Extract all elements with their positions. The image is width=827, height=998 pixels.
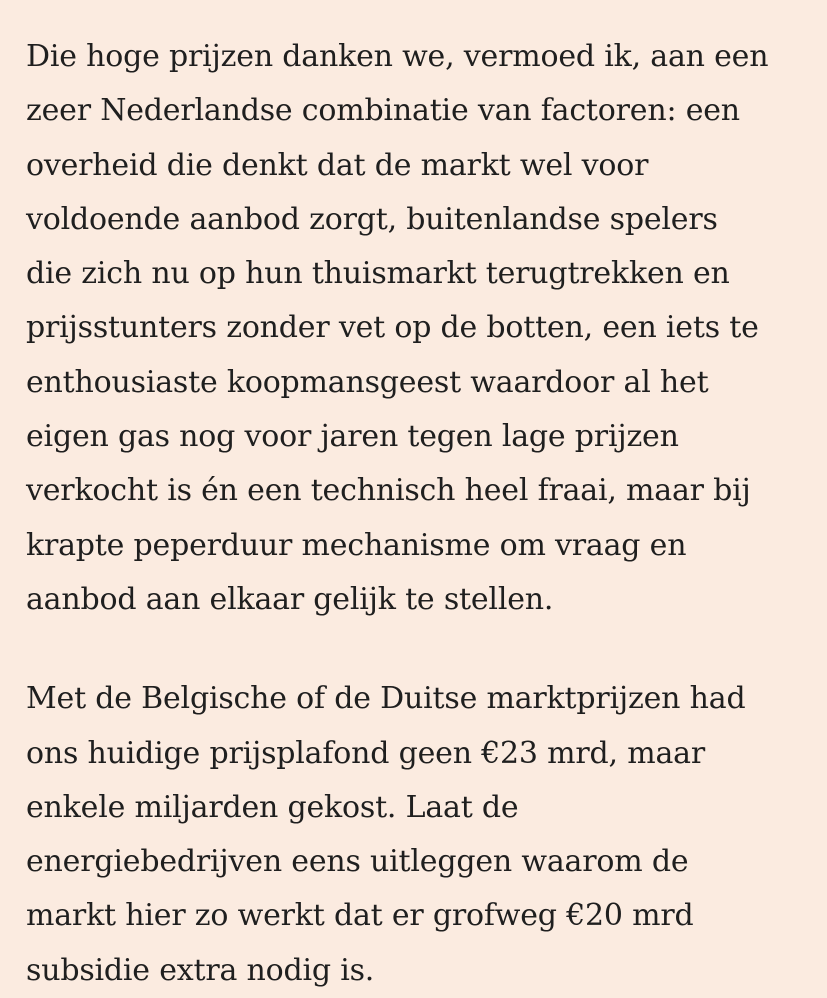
text-line: energiebedrijven eens uitleggen waarom de [26,844,689,880]
text-line: subsidie extra nodig is. [26,952,375,988]
text-line: krapte peperduur mechanisme om vraag en [26,527,687,563]
text-line: voldoende aanbod zorgt, buitenlandse spelers [26,201,718,237]
paragraph-2 [26,672,807,998]
text-line: verkocht is én een technisch heel fraai, maar bij [26,473,751,509]
text-line: zeer Nederlandse combinatie van factoren: een [26,93,740,129]
text-line: die zich nu op hun thuismarkt terugtrekken en [26,256,730,292]
text-line: Met de Belgische of de Duitse marktprijzen had [26,681,746,717]
text-line: overheid die denkt dat de markt wel voor [26,147,649,183]
paragraph-1 [26,30,807,627]
text-line: markt hier zo werkt dat er grofweg €20 mrd [26,898,694,934]
text-line: eigen gas nog voor jaren tegen lage prijzen [26,419,679,455]
paragraph-spacer [26,627,807,672]
text-line: ons huidige prijsplafond geen €23 mrd, maar [26,735,705,771]
text-line: enkele miljarden gekost. Laat de [26,789,519,825]
text-line: Die hoge prijzen danken we, vermoed ik, aan een [26,39,769,74]
text-line: prijsstunters zonder vet op de botten, een iets te [26,310,759,346]
text-line: aanbod aan elkaar gelijk te stellen. [26,581,554,617]
text-line: enthousiaste koopmansgeest waardoor al het [26,364,709,400]
